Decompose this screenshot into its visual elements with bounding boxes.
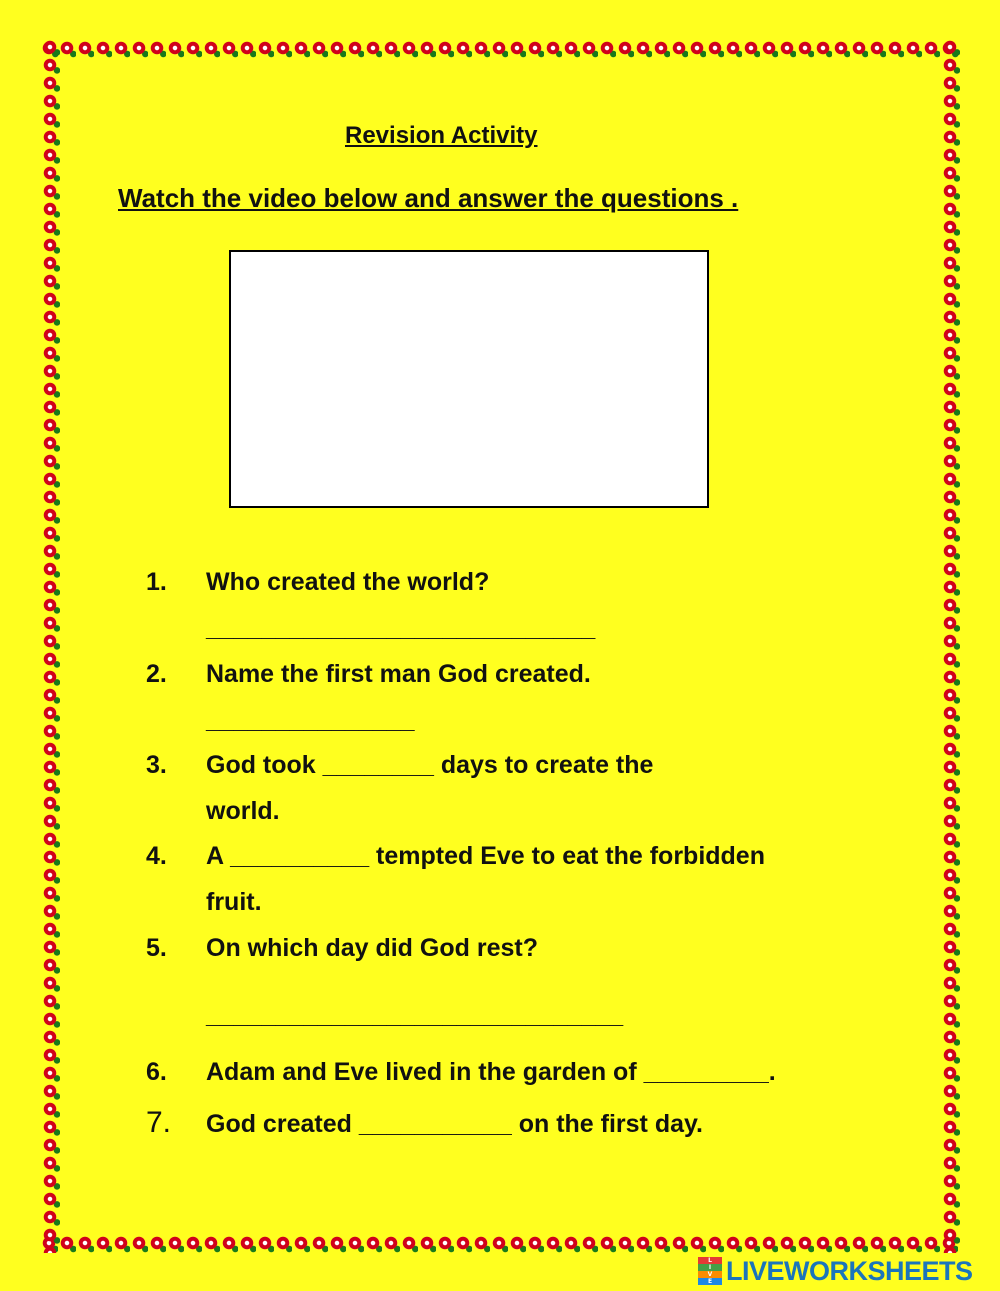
question-4 (146, 842, 765, 871)
video-player[interactable] (229, 250, 709, 508)
liveworksheets-logo-mark-icon: L I V E (698, 1257, 722, 1285)
question-number: 6. (146, 1058, 167, 1086)
flower-border-left (40, 38, 60, 1253)
question-6 (146, 1058, 776, 1087)
question-3-continued: world. (206, 797, 280, 825)
question-number: 5. (146, 934, 167, 962)
answer-blank-5[interactable]: ______________________________ (206, 1001, 624, 1029)
question-3 (146, 751, 653, 780)
question-number: 2. (146, 660, 167, 688)
question-number: 7. (146, 1106, 172, 1139)
answer-blank-1[interactable]: ____________________________ (206, 614, 596, 642)
liveworksheets-logo (698, 1255, 973, 1287)
question-7 (146, 1106, 703, 1140)
question-text: On which day did God rest? (206, 934, 538, 962)
logo-text: LIVEWORKSHEETS (726, 1255, 973, 1286)
question-text: Adam and Eve lived in the garden of _________. (206, 1058, 776, 1086)
question-1 (146, 568, 489, 597)
question-text: A __________ tempted Eve to eat the forbidden (206, 842, 765, 870)
flower-border-bottom (40, 1233, 960, 1253)
question-number: 1. (146, 568, 167, 596)
flower-border-top (40, 38, 960, 58)
question-text: Who created the world? (206, 568, 490, 596)
flower-border-right (940, 38, 960, 1253)
question-text: God created ___________ on the first day. (206, 1110, 703, 1138)
question-text: God took ________ days to create the (206, 751, 654, 779)
worksheet-title: Revision Activity (345, 122, 538, 149)
question-text: Name the first man God created. (206, 660, 591, 688)
answer-blank-2[interactable]: _______________ (206, 706, 415, 734)
question-5 (146, 934, 538, 963)
question-number: 3. (146, 751, 167, 779)
question-2 (146, 660, 591, 689)
worksheet-instruction: Watch the video below and answer the questions . (118, 183, 739, 213)
question-number: 4. (146, 842, 167, 870)
question-4-continued: fruit. (206, 888, 262, 916)
